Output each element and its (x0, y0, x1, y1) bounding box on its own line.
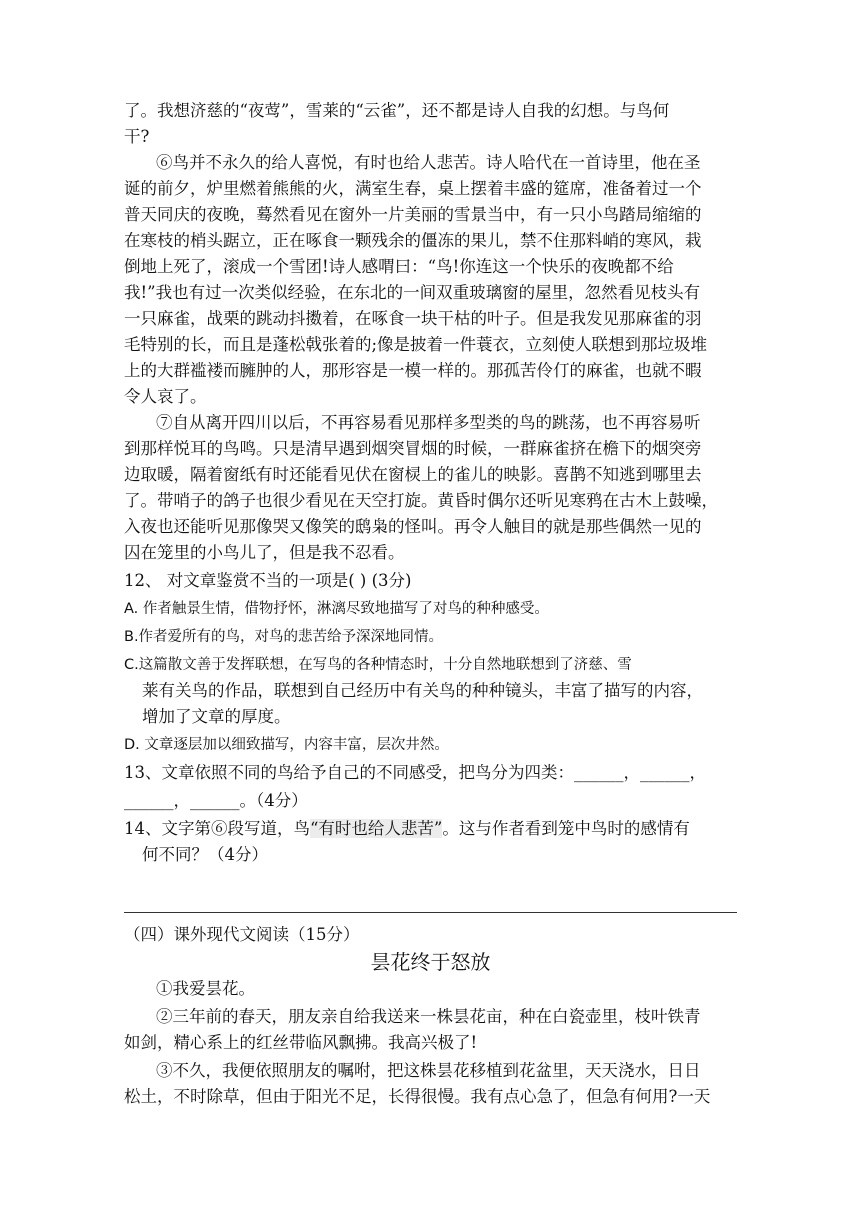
para6-line: 毛特别的长，而且是蓬松戟张着的;像是披着一件蓑衣，立刻使人联想到那垃圾堆 (124, 335, 708, 354)
para6-line: 倒地上死了，滚成一个雪团!诗人感喟曰：“鸟!你连这一个快乐的夜晚都不给 (124, 257, 674, 276)
question-14 (124, 816, 744, 842)
para6-line: 普天同庆的夜晚，蓦然看见在窗外一片美丽的雪景当中，有一只小鸟踏局缩缩的 (124, 205, 702, 224)
article-para2: 如剑，精心系上的红丝带临风飘拂。我高兴极了! (124, 1033, 478, 1052)
question-13: 13、文章依照不同的鸟给予自己的不同感受，把鸟分为四类：______，______， (124, 763, 706, 782)
option-a: A. 作者触景生情，借物抒怀，淋漓尽致地描写了对鸟的种种感受。 (124, 601, 549, 617)
question-14-quote: “有时也给人悲苦” (310, 819, 443, 838)
para6-line: 我!”我也有过一次类似经验，在东北的一间双重玻璃窗的屋里，忽然看见枝头有 (124, 283, 701, 302)
para6-line: 在寒枝的梢头踞立，正在啄食一颗残余的僵冻的果儿，禁不住那料峭的寒风，栽 (124, 231, 702, 250)
para6-line: ⑥鸟并不永久的给人喜悦，有时也给人悲苦。诗人哈代在一首诗里，他在圣 (156, 153, 701, 172)
option-c: 增加了文章的厚度。 (142, 707, 291, 726)
para6-line: 诞的前夕，炉里燃着熊熊的火，满室生春，桌上摆着丰盛的筵席，准备着过一个 (124, 179, 702, 198)
question-14-post: 。这与作者看到笼中鸟时的感情有 (442, 819, 690, 838)
article-title: 昙花终于怒放 (370, 950, 491, 974)
section-divider (124, 912, 737, 913)
para5-line: 了。我想济慈的“夜莺”，雪莱的“云雀”，还不都是诗人自我的幻想。与鸟何 (124, 101, 670, 120)
option-d: D. 文章逐层加以细致描写，内容丰富，层次井然。 (124, 737, 449, 753)
article-para3: ③不久，我便依照朋友的嘱咐，把这株昙花移植到花盆里，天天浇水，日日 (156, 1061, 701, 1080)
question-14: 何不同？（4分） (142, 845, 268, 864)
option-b: B.作者爱所有的鸟，对鸟的悲苦给予深深地同情。 (124, 629, 444, 645)
para6-line: 一只麻雀，战栗的跳动抖擞着，在啄食一块干枯的叶子。但是我发见那麻雀的羽 (124, 309, 702, 328)
para7-line: 了。带哨子的鸽子也很少看见在天空打旋。黄昏时偶尔还听见寒鸦在古木上鼓噪， (124, 491, 718, 510)
question-14-pre: 14、文字第⑥段写道，鸟 (124, 819, 310, 838)
question-12-stem: 12、 对文章鉴赏不当的一项是( ) (3分) (124, 571, 412, 590)
para7-line: 边取暖，隔着窗纸有时还能看见伏在窗棂上的雀儿的映影。喜鹊不知逃到哪里去 (124, 465, 702, 484)
para7-line: ⑦自从离开四川以后，不再容易看见那样多型类的鸟的跳荡，也不再容易听 (156, 413, 701, 432)
article-para2: ②三年前的春天，朋友亲自给我送来一株昙花亩，种在白瓷壶里，枝叶铁青 (156, 1007, 701, 1026)
question-13: ______，______。（4分） (124, 791, 308, 810)
option-c: 莱有关鸟的作品，联想到自己经历中有关鸟的种种镜头，丰富了描写的内容， (142, 681, 703, 700)
para7-line: 囚在笼里的小鸟儿了，但是我不忍看。 (124, 543, 405, 562)
para6-line: 上的大群褴褛而臃肿的人，那形容是一模一样的。那孤苦伶仃的麻雀，也就不暇 (124, 361, 702, 380)
para7-line: 入夜也还能听见那像哭又像笑的鸱枭的怪叫。再令人触目的就是那些偶然一见的 (124, 517, 702, 536)
para7-line: 到那样悦耳的鸟鸣。只是清早遇到烟突冒烟的时候，一群麻雀挤在檐下的烟突旁 (124, 439, 702, 458)
article-para3: 松土，不时除草，但由于阳光不足，长得很慢。我有点心急了，但急有何用?一天 (124, 1087, 711, 1106)
para6-line: 令人哀了。 (124, 387, 207, 406)
para5-line: 干? (124, 127, 150, 146)
article-para1: ①我爱昙花。 (156, 979, 255, 998)
section-heading: （四）课外现代文阅读（15分） (124, 925, 360, 944)
option-c: C.这篇散文善于发挥联想，在写鸟的各种情态时，十分自然地联想到了济慈、雪 (124, 657, 632, 673)
